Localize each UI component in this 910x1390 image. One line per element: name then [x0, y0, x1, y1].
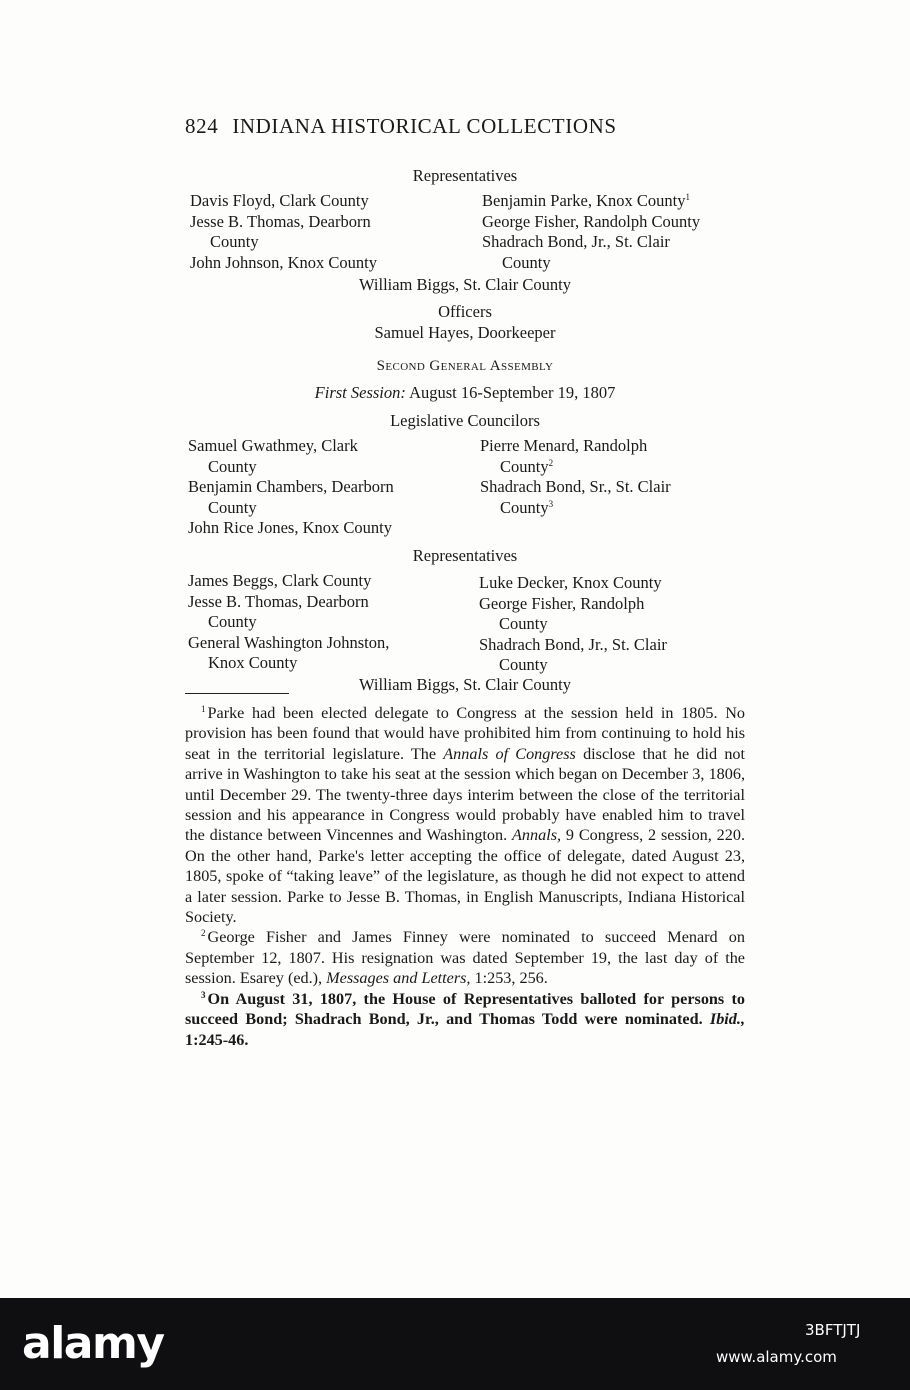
- member-entry: Shadrach Bond, Jr., St. Clair County: [479, 634, 667, 674]
- session-line: [185, 383, 745, 403]
- footnote-ref: 2: [548, 457, 554, 468]
- representatives-2-right-column: [479, 573, 667, 676]
- image-id: 3BFTJTJ: [805, 1321, 861, 1339]
- representatives-1-right-column: [482, 191, 700, 273]
- member-entry: John Rice Jones, Knox County: [188, 518, 392, 537]
- officer-entry: Samuel Hayes, Doorkeeper: [374, 323, 556, 342]
- footnote-ref: 3: [548, 498, 554, 509]
- member-entry: George Fisher, Randolph County: [482, 211, 701, 231]
- footnote-ref: 1: [685, 192, 690, 202]
- councilors-heading: Legislative Councilors: [390, 411, 540, 430]
- councilors-right-column: [480, 436, 671, 518]
- member-entry: Shadrach Bond, Sr., St. Clair County$^3$: [480, 477, 671, 517]
- member-entry: Jesse B. Thomas, Dearborn County: [190, 211, 371, 251]
- session-dates: August 16-September 19, 1807: [409, 383, 616, 402]
- footnote-2: $^2$ George Fisher and James Finney were nominated to succeed Menard on September 12, 1807. His resignation was dated September 19, the last day of the session. Esarey (ed.), Messages and Letters, 1:253, 256.: [185, 928, 745, 988]
- footnotes: [185, 703, 745, 1050]
- member-entry: Pierre Menard, Randolph County$^2$: [480, 436, 648, 476]
- footnote-divider: [185, 693, 289, 694]
- representatives-2-left-column: [188, 571, 389, 674]
- running-header: [185, 114, 745, 139]
- alamy-logo: alamy: [22, 1318, 164, 1369]
- member-entry: Jesse B. Thomas, Dearborn County: [188, 591, 369, 631]
- member-entry: Luke Decker, Knox County: [479, 573, 662, 592]
- footnote-3: $^3$ On August 31, 1807, the House of Representatives balloted for persons to succeed Bond; Shadrach Bond, Jr., and Thomas Todd were nominated. Ibid., 1:245-46.: [185, 989, 745, 1049]
- member-entry-centered: William Biggs, St. Clair County: [358, 675, 571, 694]
- member-entry: Davis Floyd, Clark County: [190, 191, 369, 210]
- book-title: INDIANA HISTORICAL COLLECTIONS: [232, 114, 617, 138]
- footnote-1: $^1$ Parke had been elected delegate to Congress at the session held in 1805. No provision has been found that would have prohibited him from continuing to hold his seat in the territorial legislature. The Annals of Congress disclose that he did not arrive in Washington to take his seat at the session which began on December 3, 1806, until December 29. The twenty-three days interim between the close of the territorial session and his appearance in Congress would probably have enabled him to travel the distance between Vincennes and Washington. Annals, 9 Congress, 2 session, 220. On the other hand, Parke's letter accepting the office of delegate, dated August 23, 1805, spoke of “taking leave” of the legislature, as though he did not expect to attend a later session. Parke to Jesse B. Thomas, in English Manuscripts, Indiana Historical Society.: [185, 704, 746, 927]
- page-number: 824: [185, 114, 219, 138]
- member-entry: General Washington Johnston, Knox County: [188, 632, 390, 672]
- member-entry: Benjamin Chambers, Dearborn County: [188, 477, 394, 517]
- member-entry: Benjamin Parke, Knox County$^1$: [482, 191, 690, 210]
- member-entry: Samuel Gwathmey, Clark County: [188, 436, 358, 476]
- officers-heading: Officers: [438, 302, 492, 321]
- councilors-left-column: [188, 436, 394, 539]
- member-entry: George Fisher, Randolph County: [479, 593, 645, 633]
- member-entry: Shadrach Bond, Jr., St. Clair County: [482, 232, 670, 272]
- member-entry-centered: William Biggs, St. Clair County: [358, 275, 571, 294]
- site-url: www.alamy.com: [716, 1348, 837, 1366]
- representatives-1-left-column: [190, 191, 377, 273]
- session-label: First Session:: [314, 383, 406, 402]
- assembly-heading: Second General Assembly: [376, 358, 554, 374]
- member-entry: James Beggs, Clark County: [188, 571, 372, 590]
- member-entry: John Johnson, Knox County: [190, 252, 378, 272]
- representatives-heading-2: Representatives: [412, 546, 518, 565]
- representatives-heading-1: Representatives: [412, 166, 518, 185]
